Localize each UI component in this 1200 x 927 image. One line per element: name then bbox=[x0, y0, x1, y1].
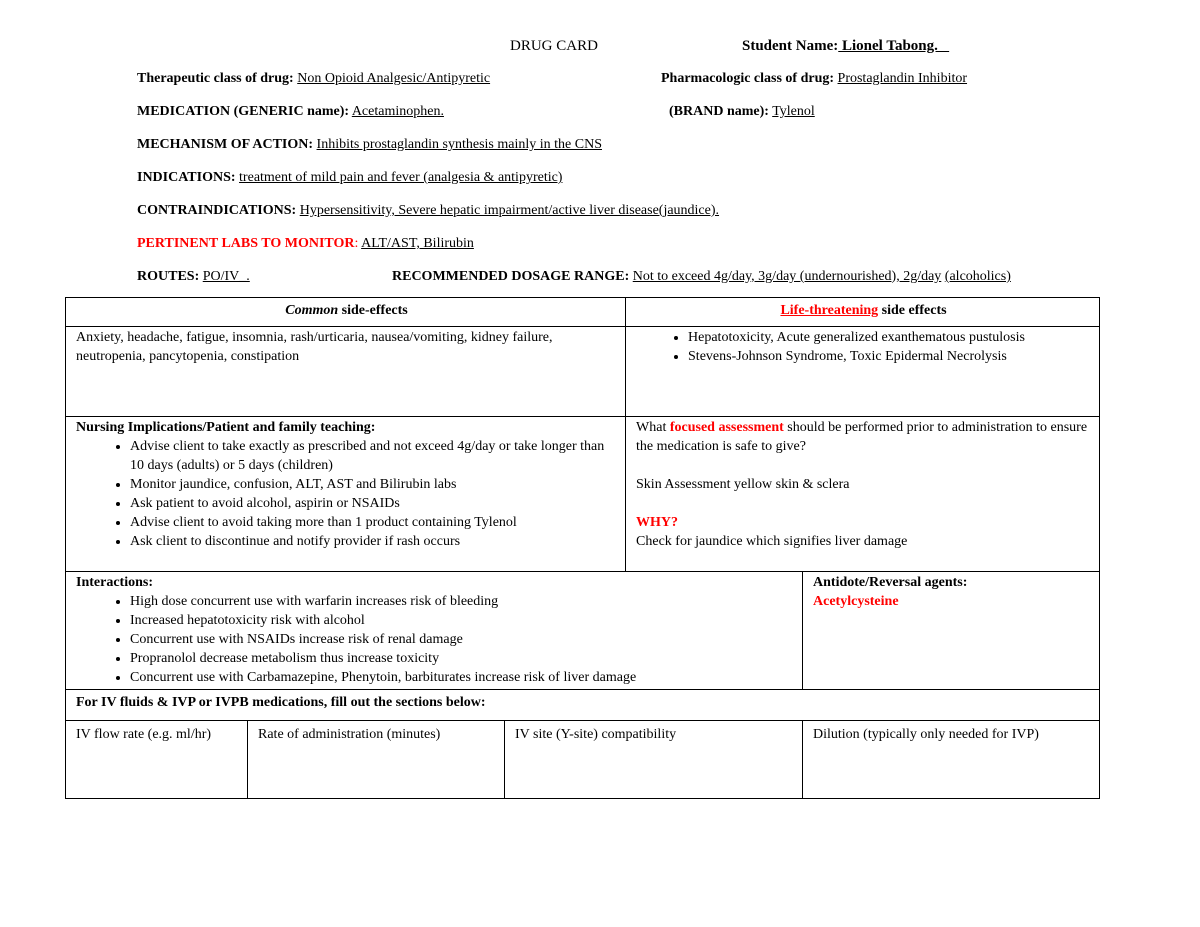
antidote-cell bbox=[803, 572, 1100, 690]
iv-flow-rate-label: IV flow rate (e.g. ml/hr) bbox=[76, 727, 212, 742]
interaction-item: • Propranolol decrease metabolism thus increase toxicity bbox=[130, 649, 794, 668]
focused-assessment-answer: Skin Assessment yellow skin & sclera bbox=[636, 477, 850, 492]
assessment-q-pre: What bbox=[636, 420, 670, 435]
life-threatening-item: • Hepatotoxicity, Acute generalized exanthematous pustulosis bbox=[688, 328, 1091, 347]
indications-label: INDICATIONS: bbox=[137, 170, 236, 185]
dosage-value: Not to exceed 4g/day, 3g/day (undernourished), 2g/day bbox=[632, 269, 942, 284]
interaction-item: • Concurrent use with Carbamazepine, Phenytoin, barbiturates increase risk of liver damage bbox=[130, 668, 794, 687]
document-title: DRUG CARD bbox=[510, 38, 598, 54]
life-header-rest: side effects bbox=[878, 303, 947, 318]
mechanism-value: Inhibits prostaglandin synthesis mainly in the CNS bbox=[316, 137, 602, 152]
antidote-title: Antidote/Reversal agents: bbox=[813, 575, 968, 590]
iv-section-title bbox=[66, 690, 1100, 721]
therapeutic-class-value: Non Opioid Analgesic/Antipyretic bbox=[297, 71, 491, 86]
brand-name-row bbox=[669, 103, 815, 121]
labs-label: PERTINENT LABS TO MONITOR bbox=[137, 236, 355, 251]
focused-assessment-cell bbox=[626, 417, 1100, 572]
routes-value: PO/IV_. bbox=[202, 269, 250, 284]
nursing-item: • Advise client to take exactly as prescribed and not exceed 4g/day or take longer than 10 days (adults) or 5 days (children) bbox=[130, 437, 617, 475]
nursing-item: • Ask client to discontinue and notify provider if rash occurs bbox=[130, 532, 617, 551]
life-threatening-item: • Stevens-Johnson Syndrome, Toxic Epidermal Necrolysis bbox=[688, 347, 1091, 366]
nursing-item: • Advise client to avoid taking more than 1 product containing Tylenol bbox=[130, 513, 617, 532]
pharmacologic-class-value: Prostaglandin Inhibitor bbox=[837, 71, 968, 86]
interactions-cell bbox=[66, 572, 803, 690]
dosage-label: RECOMMENDED DOSAGE RANGE: bbox=[392, 269, 630, 284]
common-header-rest: side-effects bbox=[338, 303, 408, 318]
routes-label: ROUTES: bbox=[137, 269, 200, 284]
dosage-row bbox=[392, 268, 1011, 286]
generic-name-row bbox=[137, 103, 444, 121]
therapeutic-class-label: Therapeutic class of drug: bbox=[137, 71, 294, 86]
labs-row bbox=[137, 235, 474, 253]
interaction-item: • Concurrent use with NSAIDs increase risk of renal damage bbox=[130, 630, 794, 649]
rate-of-administration-label: Rate of administration (minutes) bbox=[258, 727, 441, 742]
indications-row bbox=[137, 169, 562, 187]
student-name-row bbox=[742, 37, 949, 55]
common-side-effects-header bbox=[66, 298, 626, 327]
life-threatening-header bbox=[626, 298, 1100, 327]
drug-card-table bbox=[65, 297, 1100, 799]
generic-name-label: MEDICATION (GENERIC name): bbox=[137, 104, 350, 119]
assessment-q-post: should be performed prior to administration to ensure the medication is safe to give? bbox=[636, 420, 1088, 454]
common-side-effects-text: Anxiety, headache, fatigue, insomnia, rash/urticaria, nausea/vomiting, kidney failure, neutropenia, pancytopenia, constipation bbox=[76, 330, 553, 364]
contraindications-label: CONTRAINDICATIONS: bbox=[137, 203, 297, 218]
brand-name-label: (BRAND name): bbox=[669, 104, 769, 119]
rate-of-administration-cell bbox=[248, 721, 505, 799]
contraindications-value: Hypersensitivity, Severe hepatic impairment/active liver disease(jaundice). bbox=[299, 203, 720, 218]
why-label: WHY? bbox=[636, 515, 679, 530]
generic-name-value: Acetaminophen. bbox=[351, 104, 444, 119]
nursing-implications-title: Nursing Implications/Patient and family teaching: bbox=[76, 420, 376, 435]
assessment-q-red: focused assessment bbox=[669, 420, 784, 435]
therapeutic-class-row bbox=[137, 70, 490, 88]
nursing-implications-cell bbox=[66, 417, 626, 572]
mechanism-label: MECHANISM OF ACTION: bbox=[137, 137, 314, 152]
student-name-label: Student Name: bbox=[742, 38, 839, 54]
antidote-value: Acetylcysteine bbox=[813, 594, 899, 609]
life-header-red: Life-threatening bbox=[780, 303, 879, 318]
mechanism-row bbox=[137, 136, 602, 154]
pharmacologic-class-row bbox=[661, 70, 967, 88]
common-header-italic: Common bbox=[285, 303, 339, 318]
life-threatening-cell bbox=[626, 327, 1100, 417]
contraindications-row bbox=[137, 202, 719, 220]
nursing-item: • Monitor jaundice, confusion, ALT, AST and Bilirubin labs bbox=[130, 475, 617, 494]
labs-value: ALT/AST, Bilirubin bbox=[361, 236, 474, 251]
iv-site-compatibility-cell bbox=[505, 721, 803, 799]
labs-colon: : bbox=[354, 236, 359, 251]
why-answer: Check for jaundice which signifies liver damage bbox=[636, 534, 908, 549]
brand-name-value: Tylenol bbox=[772, 104, 815, 119]
indications-value: treatment of mild pain and fever (analgesia & antipyretic) bbox=[239, 170, 563, 185]
interaction-item: • High dose concurrent use with warfarin increases risk of bleeding bbox=[130, 592, 794, 611]
dilution-label: Dilution (typically only needed for IVP) bbox=[813, 727, 1039, 742]
nursing-item: • Ask patient to avoid alcohol, aspirin or NSAIDs bbox=[130, 494, 617, 513]
iv-title-text: For IV fluids & IVP or IVPB medications, fill out the sections below: bbox=[76, 695, 486, 710]
dilution-cell bbox=[803, 721, 1100, 799]
pharmacologic-class-label: Pharmacologic class of drug: bbox=[661, 71, 835, 86]
iv-flow-rate-cell bbox=[66, 721, 248, 799]
dosage-value-tail: (alcoholics) bbox=[944, 269, 1011, 284]
interactions-title: Interactions: bbox=[76, 575, 153, 590]
student-name-value: Lionel Tabong. bbox=[838, 38, 950, 54]
routes-row bbox=[137, 268, 250, 286]
focused-assessment-question bbox=[636, 418, 1091, 456]
interaction-item: • Increased hepatotoxicity risk with alcohol bbox=[130, 611, 794, 630]
common-side-effects-cell bbox=[66, 327, 626, 417]
iv-site-compatibility-label: IV site (Y-site) compatibility bbox=[515, 727, 677, 742]
